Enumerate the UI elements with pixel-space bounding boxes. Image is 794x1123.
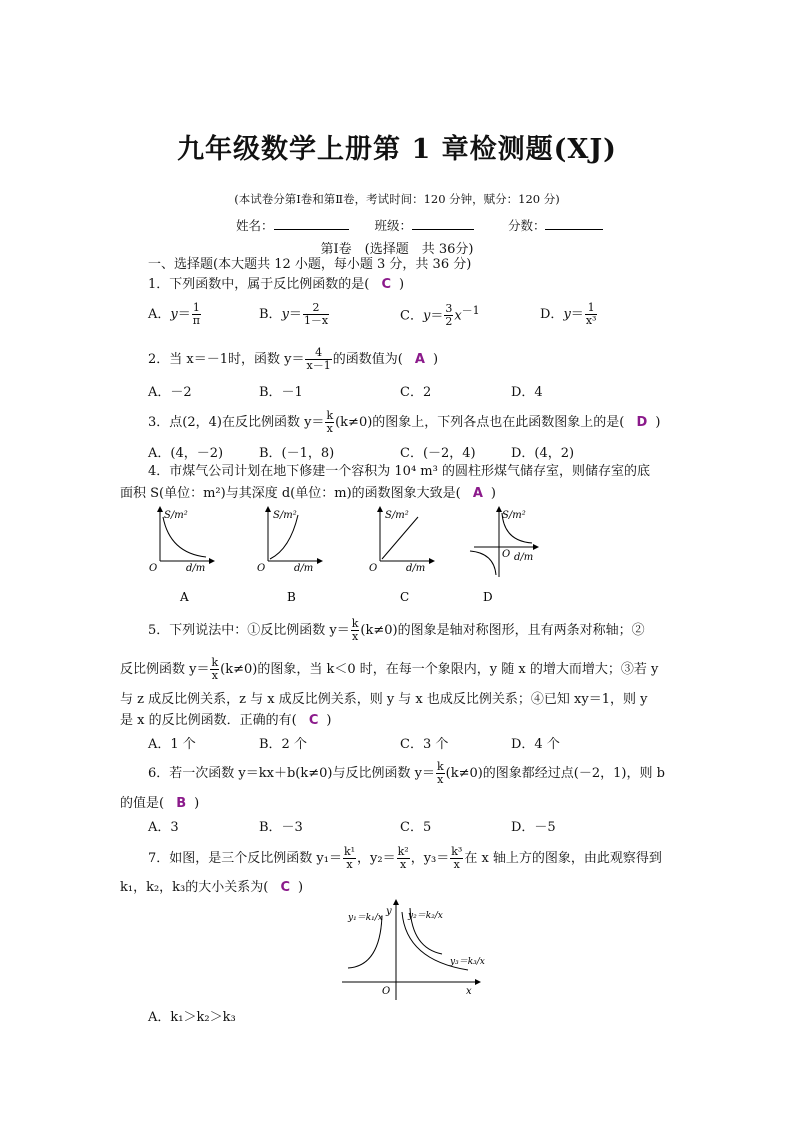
name-label: 姓名： (236, 218, 274, 233)
q1-option-d[interactable]: D．y＝ $\frac{1}{\text{x³}}$ (540, 301, 597, 327)
q2-option-c[interactable]: C．2 (400, 385, 432, 400)
q1-stem: 1．下列函数中，属于反比例函数的是( (148, 277, 370, 292)
num: k (211, 656, 219, 669)
q2-stem-b: 的函数值为( (332, 352, 403, 367)
num: k (351, 617, 359, 630)
q6-line1-a: 6．若一次函数 y＝kx＋b(k≠0)与反比例函数 y＝ (148, 766, 435, 781)
graph-d-xlabel: d/m (514, 552, 534, 563)
num: 1 (192, 301, 200, 314)
q3-stem-a: 3．点(2，4)在反比例函数 y＝ (148, 415, 325, 430)
q6-option-d[interactable]: D．－5 (511, 820, 556, 835)
den: 2 (445, 315, 453, 329)
den: π (192, 314, 200, 327)
graph-c (369, 509, 432, 574)
den: x (351, 630, 359, 643)
graph-b-ylabel: S/m² (273, 510, 297, 521)
q3-option-c[interactable]: C．(－2，4) (400, 446, 476, 461)
q7-stem: k₁，k₂，k₃的大小关系为( (120, 880, 269, 895)
graph-b (257, 509, 320, 574)
q7-line-1 (148, 846, 662, 871)
score-blank[interactable] (545, 217, 603, 230)
section-heading: 第Ⅰ卷 (选择题 共 36分) (320, 242, 474, 257)
graph-c-label[interactable]: C (400, 590, 410, 604)
y1-curve (348, 916, 382, 968)
graph-c-xlabel: d/m (406, 563, 426, 574)
q6-option-c[interactable]: C．5 (400, 820, 432, 835)
graph-a-xlabel: d/m (186, 563, 206, 574)
q6-stem: 的值是( (120, 796, 165, 811)
graph-a-label[interactable]: A (180, 590, 189, 604)
q5-stem: 是 x 的反比例函数．正确的有( (120, 713, 297, 728)
graph-a-origin: O (149, 563, 158, 574)
q5-option-a[interactable]: A．1 个 (148, 737, 196, 752)
graph-d-origin: O (502, 549, 511, 560)
q5-answer: C (308, 713, 319, 728)
graph-d (470, 509, 536, 577)
num: k² (397, 845, 409, 858)
fig-y-axis: y (386, 906, 392, 917)
den: x－1 (306, 359, 331, 372)
q5-line-3: 与 z 成反比例关系，z 与 x 成反比例关系，则 y 与 x 也成反比例关系；④已知 xy＝1，则 y (120, 692, 648, 707)
graph-d-ylabel: S/m² (502, 510, 526, 521)
q1-option-b[interactable]: B．y＝ $\frac{2}{1-x}$ (259, 301, 329, 327)
num: k (436, 760, 444, 773)
q4-stem: 面积 S(单位：m²)与其深度 d(单位：m)的函数图象大致是( (120, 486, 461, 501)
num: 2 (303, 302, 329, 315)
y1-label: y₁＝k₁/x (348, 913, 383, 923)
fig-x-axis: x (466, 986, 472, 997)
q7-line1-d: 在 x 轴上方的图象，由此观察得到 (464, 851, 662, 866)
page-title: 九年级数学上册第 1 章检测题(XJ) (177, 134, 617, 165)
student-fields (236, 216, 603, 234)
q7-line-2: k₁，k₂，k₃的大小关系为( C ) (120, 880, 304, 895)
q3-option-a[interactable]: A．(4，－2) (148, 446, 224, 461)
q5-line-2 (120, 657, 658, 682)
q3-answer: D (636, 415, 648, 430)
question-1: 1．下列函数中，属于反比例函数的是( C ) (148, 277, 405, 292)
graph-b-label[interactable]: B (287, 590, 296, 604)
q5-option-b[interactable]: B．2 个 (259, 737, 307, 752)
q6-line1-b: (k≠0)的图象都经过点(－2，1)，则 b (445, 766, 665, 781)
q3-option-d[interactable]: D．(4，2) (511, 446, 575, 461)
y3-label: y₃＝k₃/x (450, 957, 485, 967)
num: k³ (451, 845, 463, 858)
y2-label: y₂＝k₂/x (408, 911, 443, 921)
den: 1－x (303, 314, 329, 327)
graph-d-label[interactable]: D (483, 590, 493, 604)
graph-c-ylabel: S/m² (385, 510, 409, 521)
num: 3 (445, 302, 453, 316)
q5-line-1 (148, 618, 645, 643)
q2-option-d[interactable]: D．4 (511, 385, 543, 400)
q1-option-a[interactable]: A．y＝ $\frac{1}{\pi}$ (148, 301, 200, 327)
q4-line-1: 4．市煤气公司计划在地下修建一个容积为 10⁴ m³ 的圆柱形煤气储存室，则储存室的底 (148, 464, 650, 479)
class-blank[interactable] (412, 217, 474, 230)
q6-line-1 (148, 761, 665, 786)
q4-graphs (140, 505, 560, 613)
den: x (400, 858, 407, 871)
part-heading: 一、选择题(本大题共 12 小题，每小题 3 分，共 36 分) (148, 257, 472, 272)
q5-option-c[interactable]: C．3 个 (400, 737, 449, 752)
den: x (346, 858, 353, 871)
q5-line1-a: 5．下列说法中：①反比例函数 y＝ (148, 623, 350, 638)
q6-option-b[interactable]: B．－3 (259, 820, 303, 835)
den: x (453, 858, 460, 871)
den: x (437, 773, 444, 786)
graph-b-origin: O (257, 563, 266, 574)
num: k (326, 409, 334, 422)
q5-line-4: 是 x 的反比例函数．正确的有( C ) (120, 713, 332, 728)
fig-origin: O (382, 986, 391, 997)
q4-line-2: 面积 S(单位：m²)与其深度 d(单位：m)的函数图象大致是( A ) (120, 486, 496, 501)
name-blank[interactable] (274, 217, 349, 230)
graph-b-xlabel: d/m (294, 563, 314, 574)
q3-stem-b: (k≠0)的图象上，下列各点也在此函数图象上的是( (335, 415, 625, 430)
class-label: 班级： (374, 218, 412, 233)
graph-a-ylabel: S/m² (164, 510, 188, 521)
num: k¹ (343, 845, 356, 858)
q2-stem-a: 2．当 x＝－1时，函数 y＝ (148, 352, 305, 367)
q7-figure (336, 898, 486, 1004)
q7-line1-a: 7．如图，是三个反比例函数 y₁＝ (148, 851, 342, 866)
graph-a (149, 509, 212, 574)
q7-line1-c: ，y₃＝ (410, 851, 450, 866)
q2-answer: A (414, 352, 425, 367)
den: x (211, 669, 218, 682)
q6-answer: B (176, 796, 187, 811)
q6-line-2: 的值是( B ) (120, 796, 200, 811)
q1-answer: C (381, 277, 392, 292)
q5-option-d[interactable]: D．4 个 (511, 737, 560, 752)
exam-info: (本试卷分第Ⅰ卷和第Ⅱ卷，考试时间：120 分钟，赋分：120 分) (234, 192, 560, 206)
q3-option-b[interactable]: B．(－1，8) (259, 446, 335, 461)
q7-option-a[interactable]: A．k₁＞k₂＞k₃ (148, 1010, 236, 1025)
q2-option-a[interactable]: A．－2 (148, 385, 192, 400)
den: x³ (585, 314, 597, 327)
graph-c-origin: O (369, 563, 378, 574)
den: x (326, 422, 333, 435)
num: 4 (305, 347, 331, 360)
q6-option-a[interactable]: A．3 (148, 820, 179, 835)
q4-answer: A (472, 486, 483, 501)
q5-line2-a: 反比例函数 y＝ (120, 662, 210, 677)
question-2: 2．当 x＝－1时，函数 y＝ $\frac{4}{x-1}$ 的函数值为( A ) (148, 346, 439, 372)
q2-option-b[interactable]: B．－1 (259, 385, 303, 400)
q5-line2-b: (k≠0)的图象，当 k＜0 时，在每一个象限内，y 随 x 的增大而增大；③若 y (220, 662, 659, 677)
score-label: 分数： (507, 218, 546, 233)
question-3: 3．点(2，4)在反比例函数 y＝ $\frac{k}{x}$ (k≠0)的图象上，下列各点也在此函数图象上的是( D ) (148, 409, 661, 435)
q5-line1-b: (k≠0)的图象是轴对称图形，且有两条对称轴；② (360, 623, 645, 638)
num: 1 (585, 302, 598, 315)
q7-line1-b: ，y₂＝ (357, 851, 396, 866)
q7-answer: C (280, 880, 291, 895)
q1-option-c[interactable]: C．y＝ $\frac{3}{2}$ $x^{-1}$ (400, 302, 480, 329)
